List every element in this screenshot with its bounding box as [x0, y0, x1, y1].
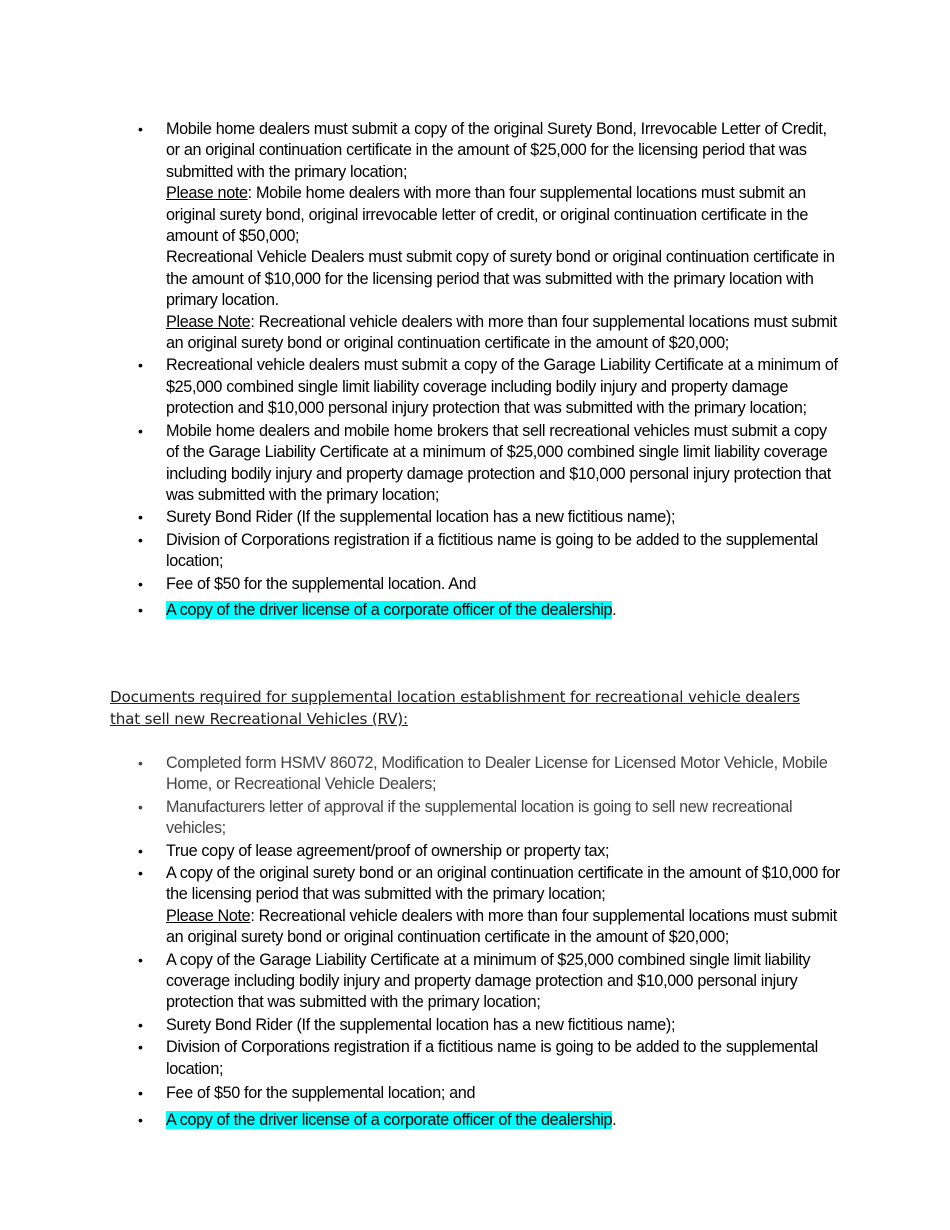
list-item: [110, 950, 840, 1014]
list-item-text: Division of Corporations registration if a fictitious name is going to be added to the supplemental location;: [166, 1038, 818, 1078]
note-text: : Recreational vehicle dealers with more than four supplemental locations must submit an original surety bond or original continuation certificate in the amount of $20,000;: [166, 312, 837, 353]
list-item: [110, 841, 840, 862]
rv-requirements-list: [110, 753, 840, 1131]
bullet: •: [138, 601, 143, 618]
bullet: •: [138, 842, 143, 859]
list-item: [110, 530, 840, 573]
list-item-text: [166, 600, 840, 621]
list-item: [110, 574, 840, 595]
list-item: [110, 600, 840, 621]
list-item: [110, 797, 840, 840]
list-item: [110, 1083, 840, 1104]
bullet: •: [138, 422, 143, 439]
list-item: [110, 1037, 840, 1080]
section-heading: Documents required for supplemental location establishment for recreational vehicle dealers that sell new Recreational Vehicles (RV):: [110, 688, 800, 728]
period: .: [612, 600, 617, 619]
list-item-text: Fee of $50 for the supplemental location; and: [166, 1084, 476, 1103]
highlighted-text: A copy of the driver license of a corporate officer of the dealership: [166, 1110, 613, 1129]
note-label: Please Note: [166, 906, 251, 925]
list-item: [110, 355, 840, 419]
list-item: [110, 1015, 840, 1036]
supplemental-requirements-list: [110, 119, 840, 621]
list-item-text: Surety Bond Rider (If the supplemental location has a new fictitious name);: [166, 1015, 676, 1034]
list-item: [110, 863, 840, 949]
bullet: •: [138, 121, 143, 137]
list-item: [110, 1110, 840, 1131]
bullet: •: [138, 575, 143, 592]
list-item-text: Division of Corporations registration if a fictitious name is going to be added to the supplemental location;: [166, 530, 818, 571]
list-item-text: Fee of $50 for the supplemental location. And: [166, 574, 477, 593]
list-item-text: Recreational vehicle dealers must submit a copy of the Garage Liability Certificate at a minimum of $25,000 combined single limit liability coverage including bodily injury and property damage protection and $10,000 personal injury protection that was submitted with the primary location;: [166, 356, 838, 418]
rv-bond-text: Recreational Vehicle Dealers must submit copy of surety bond or original continuation certificate in the amount of $10,000 for the licensing period that was submitted with the primary location with primary location.: [166, 248, 835, 310]
list-item-text: Mobile home dealers and mobile home brokers that sell recreational vehicles must submit a copy of the Garage Liability Certificate at a minimum of $25,000 combined single limit liability coverage including bodily injury and property damage protection and $10,000 personal injury protection that was submitted with the primary location;: [166, 421, 831, 504]
period: .: [612, 1110, 617, 1129]
mobile-home-bond-text: Mobile home dealers must submit a copy of the original Surety Bond, Irrevocable Letter of Credit, or an original continuation certificate in the amount of $25,000 for the licensing period that was submitted with the primary location;: [166, 120, 827, 181]
list-item: [110, 421, 840, 507]
note-paragraph: [166, 312, 840, 355]
note-text: : Mobile home dealers with more than four supplemental locations must submit an original surety bond, original irrevocable letter of credit, or original continuation certificate in the amount of $50,000;: [166, 184, 809, 246]
list-item: [110, 753, 840, 796]
list-item-text: Manufacturers letter of approval if the supplemental location is going to sell new recreational vehicles;: [166, 797, 793, 838]
list-item: [110, 119, 840, 354]
note-text: : Recreational vehicle dealers with more than four supplemental locations must submit an original surety bond or original continuation certificate in the amount of $20,000;: [166, 906, 837, 947]
list-item: [110, 507, 840, 528]
list-item-text: Completed form HSMV 86072, Modification to Dealer License for Licensed Motor Vehicle, Mobile Home, or Recreational Vehicle Dealers;: [166, 754, 828, 794]
bullet: •: [138, 798, 143, 815]
list-item-text: [166, 1110, 840, 1131]
list-item-text: Surety Bond Rider (If the supplemental location has a new fictitious name);: [166, 508, 676, 527]
bullet: •: [138, 1111, 143, 1128]
bullet: •: [138, 357, 143, 374]
bullet: •: [138, 1085, 143, 1102]
note-paragraph: [166, 183, 840, 247]
note-label: Please Note: [166, 312, 251, 331]
list-item-text: True copy of lease agreement/proof of ownership or property tax;: [166, 841, 610, 860]
note-paragraph: [166, 906, 840, 949]
bullet: •: [138, 755, 143, 771]
highlighted-text: A copy of the driver license of a corporate officer of the dealership: [166, 600, 613, 619]
bullet: •: [138, 1039, 143, 1056]
bond-text: A copy of the original surety bond or an original continuation certificate in the amount of $10,000 for the licensing period that was submitted with the primary location;: [166, 864, 840, 904]
bullet: •: [138, 509, 143, 526]
list-item-text: A copy of the Garage Liability Certificate at a minimum of $25,000 combined single limit liability coverage including bodily injury and property damage protection and $10,000 personal injury protection that was submitted with the primary location;: [166, 950, 811, 1012]
bullet: •: [138, 531, 143, 548]
note-label: Please note: [166, 184, 248, 203]
bullet: •: [138, 951, 143, 968]
bullet: •: [138, 865, 143, 882]
bullet: •: [138, 1016, 143, 1033]
